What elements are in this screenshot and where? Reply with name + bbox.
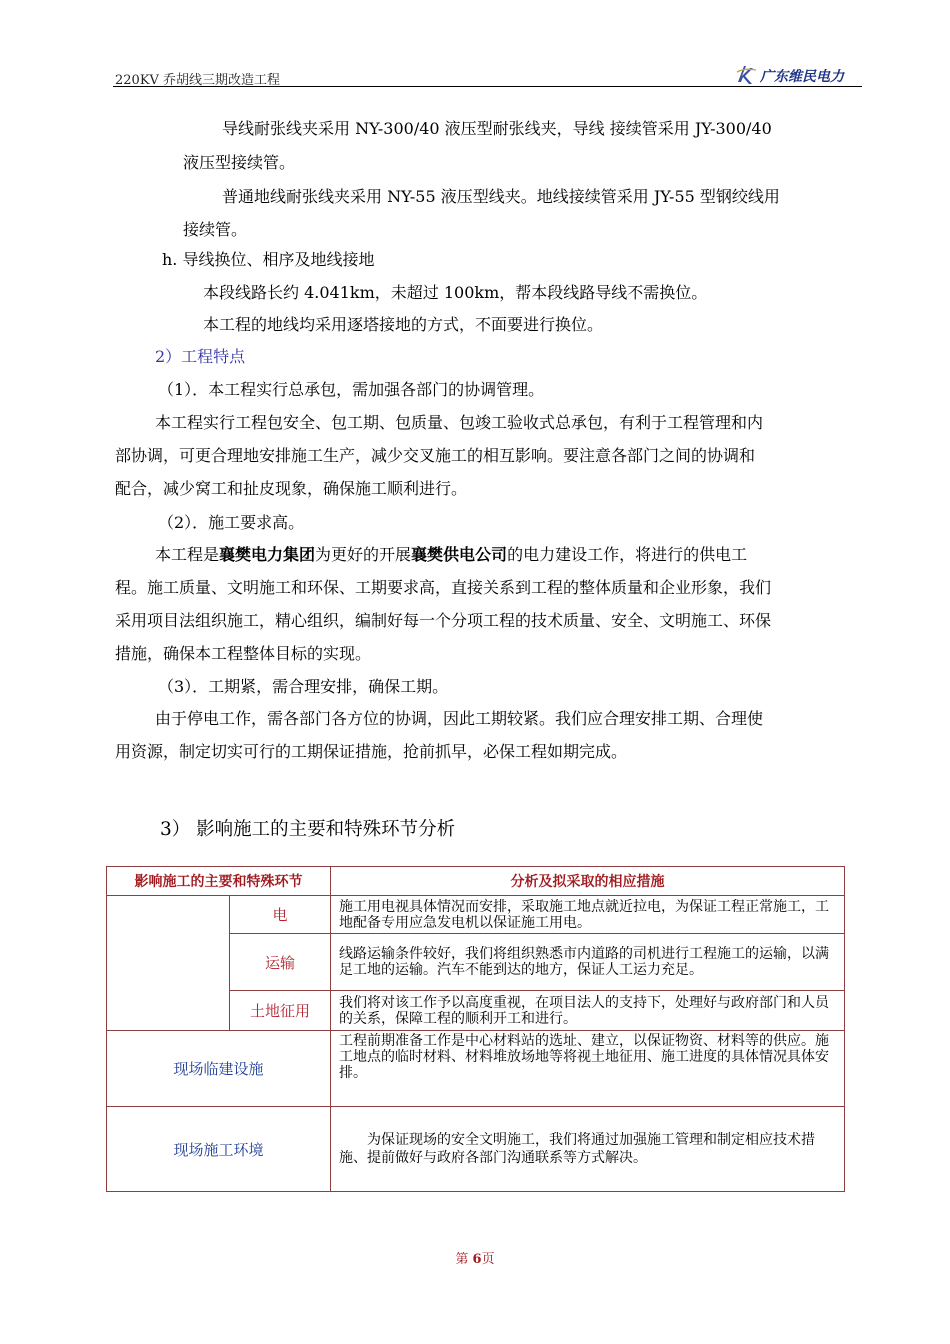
table-header-row — [107, 867, 845, 896]
text-run: 本工程是 — [155, 545, 220, 564]
table-row-description: 施工用电视具体情况而安排，采取施工地点就近拉电，为保证工程正常施工，工地配备专用应急发电机以保证施工用电。 — [331, 896, 845, 934]
table-row-category: 现场施工环境 — [107, 1107, 331, 1192]
para-1-line-1: 导线耐张线夹采用 NY-300/40 液压型耐张线夹，导线 接续管采用 JY-300/40 — [222, 119, 772, 138]
bold-org-2: 襄樊供电公司 — [411, 545, 508, 564]
table-row-description: 线路运输条件较好，我们将组织熟悉市内道路的司机进行工程施工的运输，以满足工地的运输。汽车不能到达的地方，保证人工运力充足。 — [331, 934, 845, 991]
para-2-line-2: 接续管。 — [183, 220, 248, 239]
company-logo-icon — [736, 64, 758, 86]
table-row-category: 电 — [230, 896, 331, 934]
header-divider — [113, 86, 862, 87]
feature-2-body-line-2: 程。施工质量、文明施工和环保、工期要求高，直接关系到工程的整体质量和企业形象，我们 — [115, 578, 772, 597]
feature-2-body-line-1 — [155, 545, 747, 565]
para-ground-wire: 本工程的地线均采用逐塔接地的方式，不面要进行换位。 — [203, 315, 604, 334]
company-logo — [736, 64, 862, 86]
para-1-line-2: 液压型接续管。 — [183, 153, 296, 172]
feature-2-body-line-4: 措施，确保本工程整体目标的实现。 — [115, 644, 372, 663]
page-number-prefix: 第 — [455, 1252, 469, 1267]
feature-3-body-line-2: 用资源，制定切实可行的工期保证措施，抢前抓早，必保工程如期完成。 — [115, 742, 628, 761]
feature-1-title: （1）．本工程实行总承包，需加强各部门的协调管理。 — [158, 380, 545, 399]
section-2-heading: 2）工程特点 — [155, 347, 246, 366]
feature-1-body-line-2: 部协调，可更合理地安排施工生产，减少交叉施工的相互影响。要注意各部门之间的协调和 — [115, 446, 756, 465]
page-number-suffix: 页 — [481, 1252, 495, 1267]
feature-1-body-line-1: 本工程实行工程包安全、包工期、包质量、包竣工验收式总承包，有利于工程管理和内 — [155, 413, 764, 432]
table-header-cell: 影响施工的主要和特殊环节 — [107, 867, 331, 896]
feature-3-body-line-1: 由于停电工作，需各部门各方位的协调，因此工期较紧。我们应合理安排工期、合理使 — [155, 709, 764, 728]
table-row — [107, 1107, 845, 1192]
table-row-description: 我们将对该工作予以高度重视，在项目法人的支持下，处理好与政府部门和人员的关系，保障工程的顺利开工和进行。 — [331, 991, 845, 1031]
table-row-category: 现场临建设施 — [107, 1031, 331, 1107]
company-name: 广东维民电力 — [760, 69, 844, 85]
table-row-category: 运输 — [230, 934, 331, 991]
text-run: 为更好的开展 — [315, 545, 412, 564]
merged-blank-cell — [107, 896, 230, 1031]
para-line-length: 本段线路长约 4.041km，未超过 100km，帮本段线路导线不需换位。 — [203, 283, 708, 302]
item-h-heading: h. 导线换位、相序及地线接地 — [162, 250, 375, 269]
para-2-line-1: 普通地线耐张线夹采用 NY-55 液压型线夹。地线接续管采用 JY-55 型钢绞线用 — [222, 187, 780, 206]
table-row — [107, 1031, 845, 1107]
bold-org-1: 襄樊电力集团 — [219, 545, 316, 564]
section-3-heading: 3） 影响施工的主要和特殊环节分析 — [160, 819, 456, 840]
feature-2-body-line-3: 采用项目法组织施工，精心组织，编制好每一个分项工程的技术质量、安全、文明施工、环保 — [115, 611, 772, 630]
feature-3-title: （3）．工期紧，需合理安排，确保工期。 — [158, 677, 449, 696]
table-row-category: 土地征用 — [230, 991, 331, 1031]
text-run: 的电力建设工作，将进行的供电工 — [507, 545, 748, 564]
table-row-description: 工程前期准备工作是中心材料站的选址、建立，以保证物资、材料等的供应。施工地点的临时材料、材料堆放场地等将视土地征用、施工进度的具体情况具体安排。 — [331, 1031, 845, 1107]
page-number-value: 6 — [472, 1252, 482, 1267]
analysis-table — [106, 866, 845, 1192]
table-row-description: 为保证现场的安全文明施工，我们将通过加强施工管理和制定相应技术措施、提前做好与政府各部门沟通联系等方式解决。 — [331, 1107, 845, 1192]
feature-1-body-line-3: 配合，减少窝工和扯皮现象，确保施工顺利进行。 — [115, 479, 468, 498]
header-project-title: 220KV 乔胡线三期改造工程 — [115, 73, 281, 88]
table-row — [107, 896, 845, 934]
feature-2-title: （2）．施工要求高。 — [158, 513, 305, 532]
page-number — [0, 1248, 950, 1267]
table-header-cell: 分析及拟采取的相应措施 — [331, 867, 845, 896]
